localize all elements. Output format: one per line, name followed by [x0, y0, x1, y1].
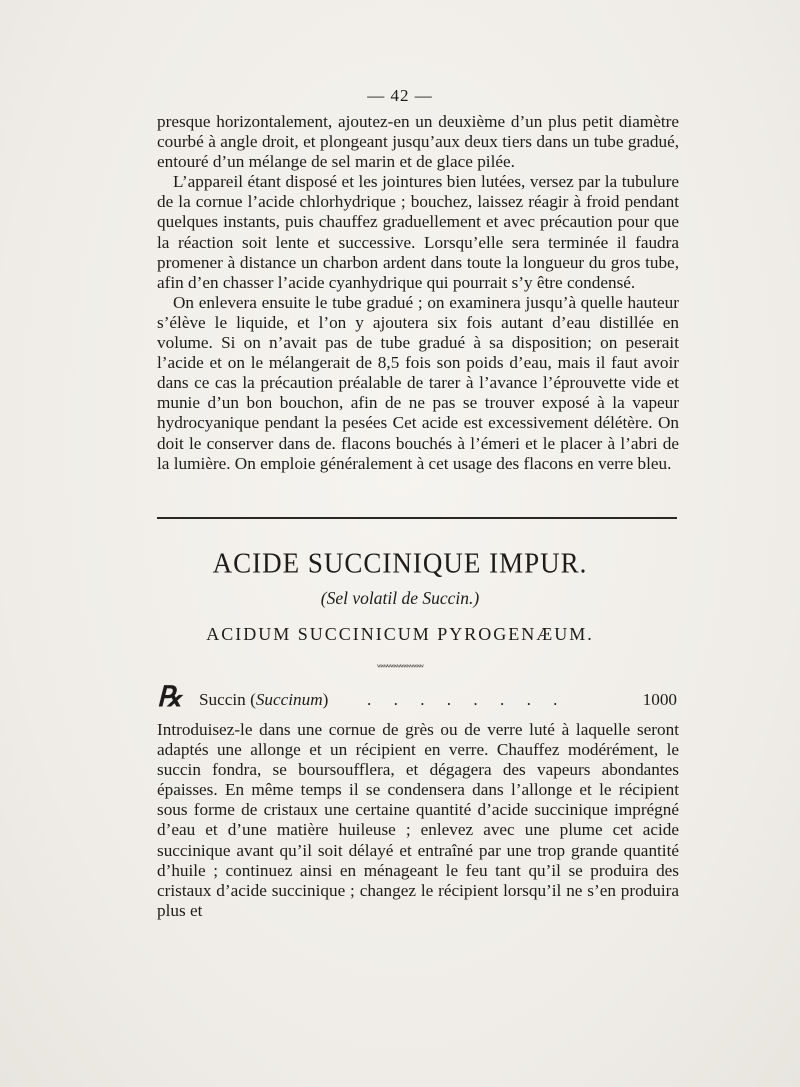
ingredient-latin: Succinum	[255, 690, 323, 709]
subtitle-italic: Sel volatil de Succin.	[326, 588, 474, 608]
text-block-succinique	[157, 720, 679, 921]
decorative-ornament: ʷʷʷʷʷʷʷʷʷʷʷʷʷʷ	[377, 662, 423, 673]
page-number: — 42 —	[367, 86, 433, 105]
paren-open: (	[320, 588, 327, 608]
ingredient-name: Succin	[199, 690, 246, 709]
recipe-ingredient: Succin (Succinum)	[199, 690, 329, 709]
recipe-symbol-icon: ℞	[157, 682, 183, 713]
recipe-quantity: 1000	[642, 690, 677, 709]
section-subtitle	[0, 588, 800, 609]
paren-close: )	[473, 588, 480, 608]
paragraph: Introduisez-le dans une cornue de grès ou de verre luté à laquelle seront adaptés une allonge et un récipient en verre. Chauffez modérément, le succin fondra, se boursoufflera, et dégagera des vapeurs abondantes épaisses. En même temps il se condensera dans l’allonge et le récipient sous forme de cristaux une certaine quantité d’acide succinique imprégné d’eau et d’une matière huileuse ; enlevez avec une plume cet acide succinique avant qu’il soit délayé et entraîné par une trop grande quantité d’huile ; continuez ainsi en ménageant le feu tant qu’il se produira des cristaux d’acide succinique ; changez le récipient lorsqu’il ne s’en produira plus et	[157, 720, 679, 920]
paragraph: L’appareil étant disposé et les jointures bien lutées, versez par la tubulure de la cornue l’acide chlorhydrique ; bouchez, laissez réagir à froid pendant quelques instants, puis chauffez graduellement et avec précaution pour que la réaction soit lente et successive. Lorsqu’elle sera terminée il faudra promener à distance un charbon ardent dans toute la longueur du gros tube, afin d’en chasser l’acide cyanhydrique qui pourrait s’y être condensé.	[157, 172, 679, 292]
section-title: ACIDE SUCCINIQUE IMPUR.	[212, 547, 588, 579]
latin-name: ACIDUM SUCCINICUM PYROGENÆUM.	[206, 624, 594, 644]
leader-dots: . . . . . . . .	[367, 690, 567, 709]
section-divider	[157, 517, 677, 519]
text-block-cyanhydrique	[157, 112, 679, 474]
paragraph: On enlevera ensuite le tube gradué ; on examinera jusqu’à quelle hauteur s’élève le liquide, et l’on y ajoutera six fois autant d’eau distillée en volume. Si on n’avait pas de tube gradué à sa disposition; on peserait l’acide et on le mélangerait de 8,5 fois son poids d’eau, mais il faut avoir dans ce cas la précaution préalable de tarer à l’avance l’éprouvette vide et munie d’un bon bouchon, afin de ne pas se trouver exposé à la vapeur hydrocyanique pendant la pesées Cet acide est excessivement délétère. On doit le conserver dans de. flacons bouchés à l’émeri et le placer à l’abri de la lumière. On emploie généralement à cet usage des flacons en verre bleu.	[157, 292, 679, 473]
recipe-line	[157, 682, 677, 713]
paragraph: presque horizontalement, ajoutez-en un deuxième d’un plus petit diamètre courbé à angle droit, et plongeant jusqu’aux deux tiers dans un tube gradué, entouré d’un mélange de sel marin et de glace pilée.	[157, 112, 679, 172]
